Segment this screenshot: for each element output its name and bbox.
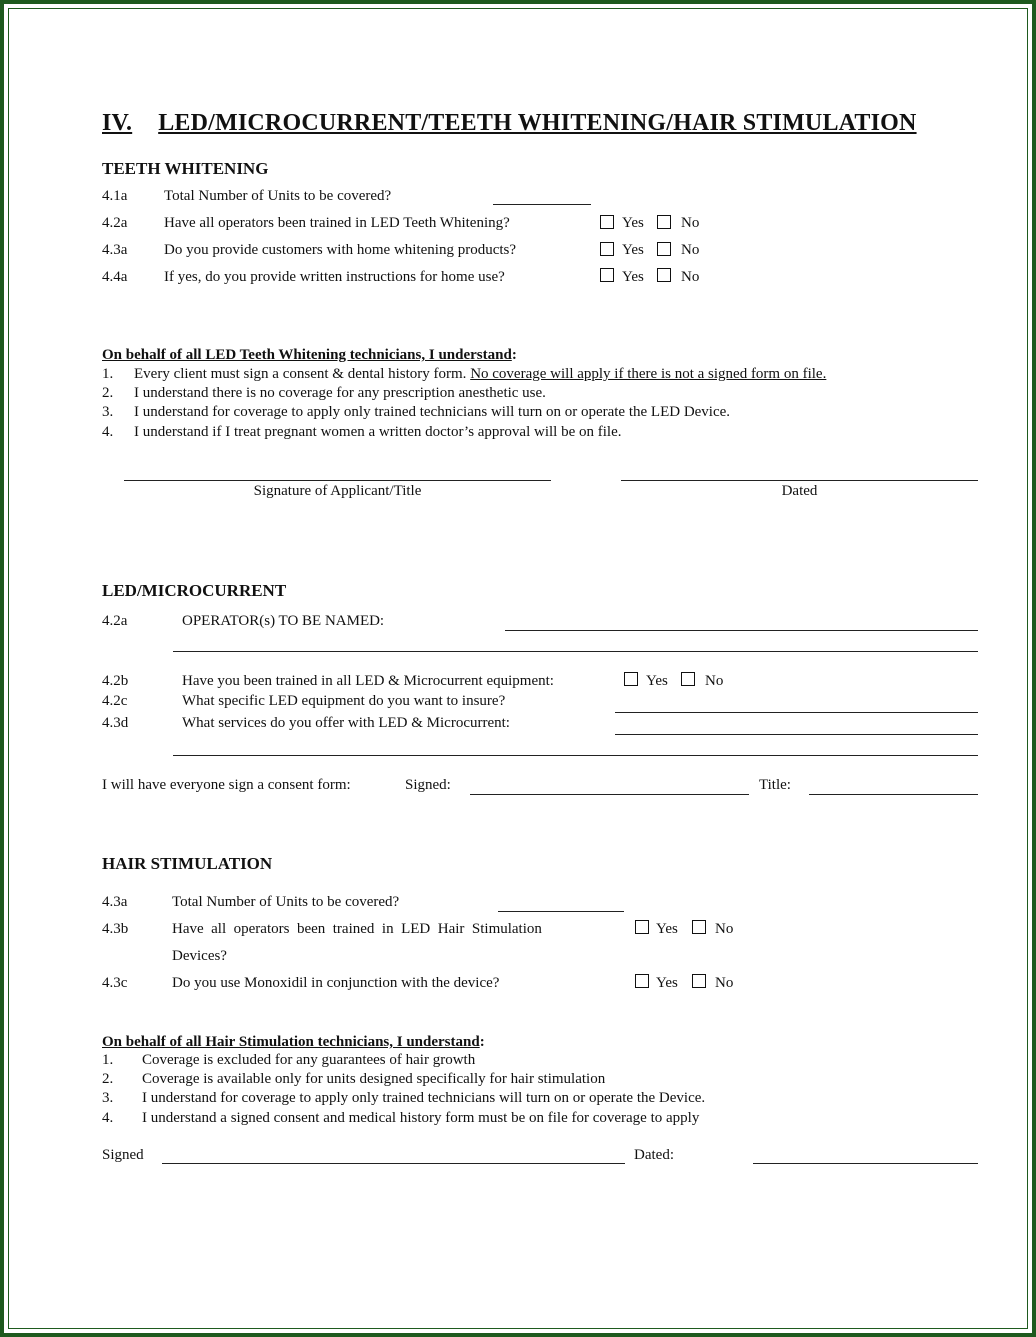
led-q1-text: OPERATOR(s) TO BE NAMED: <box>182 613 385 629</box>
teeth-q4-text: If yes, do you provide written instructions for home use? <box>164 269 505 285</box>
teeth-understand-colon: : <box>511 347 517 363</box>
teeth-item-1-underlined: No coverage will apply if there is not a signed form on file. <box>470 366 827 382</box>
hair-q2-yes-label: Yes <box>656 921 678 937</box>
hair-units-field[interactable] <box>498 911 624 912</box>
teeth-q4-yes-label: Yes <box>622 269 644 285</box>
section-numeral: IV. <box>102 110 133 136</box>
teeth-item-4-number: 4. <box>102 424 114 440</box>
hair-stimulation-heading: HAIR STIMULATION <box>102 854 273 873</box>
hair-signed-field[interactable] <box>162 1163 625 1164</box>
teeth-q3-no-label: No <box>681 242 700 258</box>
hair-q3-no-checkbox[interactable] <box>692 974 706 988</box>
teeth-q3-yes-checkbox[interactable] <box>600 242 614 256</box>
section-title-text: LED/MICROCURRENT/TEETH WHITENING/HAIR STIMULATION <box>158 110 917 136</box>
hair-q2-number: 4.3b <box>102 921 129 937</box>
page-title <box>102 110 917 137</box>
hair-q1-text: Total Number of Units to be covered? <box>172 894 400 910</box>
hair-dated-label: Dated: <box>634 1147 674 1163</box>
teeth-q3-number: 4.3a <box>102 242 128 258</box>
led-services-field[interactable] <box>615 734 978 735</box>
hair-q2-yes-checkbox[interactable] <box>635 920 649 934</box>
teeth-item-1-number: 1. <box>102 366 114 382</box>
teeth-item-2-number: 2. <box>102 385 114 401</box>
led-q2-number: 4.2b <box>102 673 129 689</box>
hair-item-4-number: 4. <box>102 1110 114 1126</box>
led-services-field-line-2[interactable] <box>173 755 978 756</box>
teeth-understand-heading <box>102 346 517 364</box>
hair-q3-text: Do you use Monoxidil in conjunction with the device? <box>172 975 500 991</box>
led-consent-text: I will have everyone sign a consent form: <box>102 777 351 793</box>
led-q3-text: What specific LED equipment do you want to insure? <box>182 693 506 709</box>
teeth-whitening-heading: TEETH WHITENING <box>102 159 269 178</box>
teeth-item-3-text: I understand for coverage to apply only trained technicians will turn on or operate the LED Device. <box>134 404 731 420</box>
teeth-understand-heading-text: On behalf of all LED Teeth Whitening technicians, I understand <box>102 347 512 363</box>
hair-item-3-number: 3. <box>102 1090 114 1106</box>
led-q2-yes-label: Yes <box>646 673 668 689</box>
hair-item-4-text: I understand a signed consent and medical history form must be on file for coverage to apply <box>142 1110 700 1126</box>
teeth-units-field[interactable] <box>493 204 591 205</box>
teeth-dated-label: Dated <box>781 483 818 499</box>
teeth-q2-number: 4.2a <box>102 215 128 231</box>
teeth-item-1-text: Every client must sign a consent & dental history form. <box>134 366 467 382</box>
teeth-q2-yes-checkbox[interactable] <box>600 215 614 229</box>
hair-q3-yes-checkbox[interactable] <box>635 974 649 988</box>
teeth-q1-text: Total Number of Units to be covered? <box>164 188 392 204</box>
hair-understand-heading-text: On behalf of all Hair Stimulation technicians, I understand <box>102 1034 480 1050</box>
teeth-q2-yes-label: Yes <box>622 215 644 231</box>
teeth-q1-number: 4.1a <box>102 188 128 204</box>
led-signed-label: Signed: <box>405 777 451 793</box>
hair-q2-no-label: No <box>715 921 734 937</box>
teeth-q3-text: Do you provide customers with home whitening products? <box>164 242 517 258</box>
led-q4-text: What services do you offer with LED & Microcurrent: <box>182 715 510 731</box>
hair-item-2-number: 2. <box>102 1071 114 1087</box>
led-title-field[interactable] <box>809 794 978 795</box>
hair-q3-yes-label: Yes <box>656 975 678 991</box>
led-operators-field[interactable] <box>505 630 978 631</box>
hair-q3-number: 4.3c <box>102 975 128 991</box>
teeth-q4-number: 4.4a <box>102 269 128 285</box>
led-q2-no-checkbox[interactable] <box>681 672 695 686</box>
teeth-item-1 <box>134 366 826 383</box>
teeth-q4-no-checkbox[interactable] <box>657 268 671 282</box>
led-q2-yes-checkbox[interactable] <box>624 672 638 686</box>
led-q3-number: 4.2c <box>102 693 128 709</box>
led-microcurrent-heading: LED/MICROCURRENT <box>102 581 287 600</box>
teeth-q4-no-label: No <box>681 269 700 285</box>
hair-understand-colon: : <box>479 1034 485 1050</box>
hair-item-1-number: 1. <box>102 1052 114 1068</box>
led-equipment-field[interactable] <box>615 712 978 713</box>
hair-signed-label: Signed <box>102 1147 144 1163</box>
hair-q3-no-label: No <box>715 975 734 991</box>
hair-q2-text-continued: Devices? <box>172 948 227 964</box>
led-q2-no-label: No <box>705 673 724 689</box>
teeth-q2-no-label: No <box>681 215 700 231</box>
teeth-signature-field[interactable] <box>124 480 551 481</box>
hair-dated-field[interactable] <box>753 1163 978 1164</box>
teeth-q2-no-checkbox[interactable] <box>657 215 671 229</box>
hair-item-2-text: Coverage is available only for units designed specifically for hair stimulation <box>142 1071 606 1087</box>
teeth-q2-text: Have all operators been trained in LED Teeth Whitening? <box>164 215 510 231</box>
hair-item-1-text: Coverage is excluded for any guarantees of hair growth <box>142 1052 476 1068</box>
hair-item-3-text: I understand for coverage to apply only trained technicians will turn on or operate the Device. <box>142 1090 706 1106</box>
teeth-signature-label: Signature of Applicant/Title <box>253 483 422 499</box>
led-signed-field[interactable] <box>470 794 749 795</box>
led-operators-field-line-2[interactable] <box>173 651 978 652</box>
teeth-dated-field[interactable] <box>621 480 978 481</box>
led-q4-number: 4.3d <box>102 715 129 731</box>
page-inner-border <box>8 8 1028 1329</box>
teeth-item-2-text: I understand there is no coverage for any prescription anesthetic use. <box>134 385 546 401</box>
teeth-q3-yes-label: Yes <box>622 242 644 258</box>
teeth-item-3-number: 3. <box>102 404 114 420</box>
led-title-label: Title: <box>759 777 791 793</box>
led-q1-number: 4.2a <box>102 613 128 629</box>
teeth-q4-yes-checkbox[interactable] <box>600 268 614 282</box>
led-q2-text: Have you been trained in all LED & Microcurrent equipment: <box>182 673 554 689</box>
hair-understand-heading <box>102 1033 485 1051</box>
teeth-item-4-text: I understand if I treat pregnant women a written doctor’s approval will be on file. <box>134 424 622 440</box>
hair-q1-number: 4.3a <box>102 894 128 910</box>
hair-q2-text: Have all operators been trained in LED Hair Stimulation <box>172 921 542 937</box>
hair-q2-no-checkbox[interactable] <box>692 920 706 934</box>
teeth-q3-no-checkbox[interactable] <box>657 242 671 256</box>
